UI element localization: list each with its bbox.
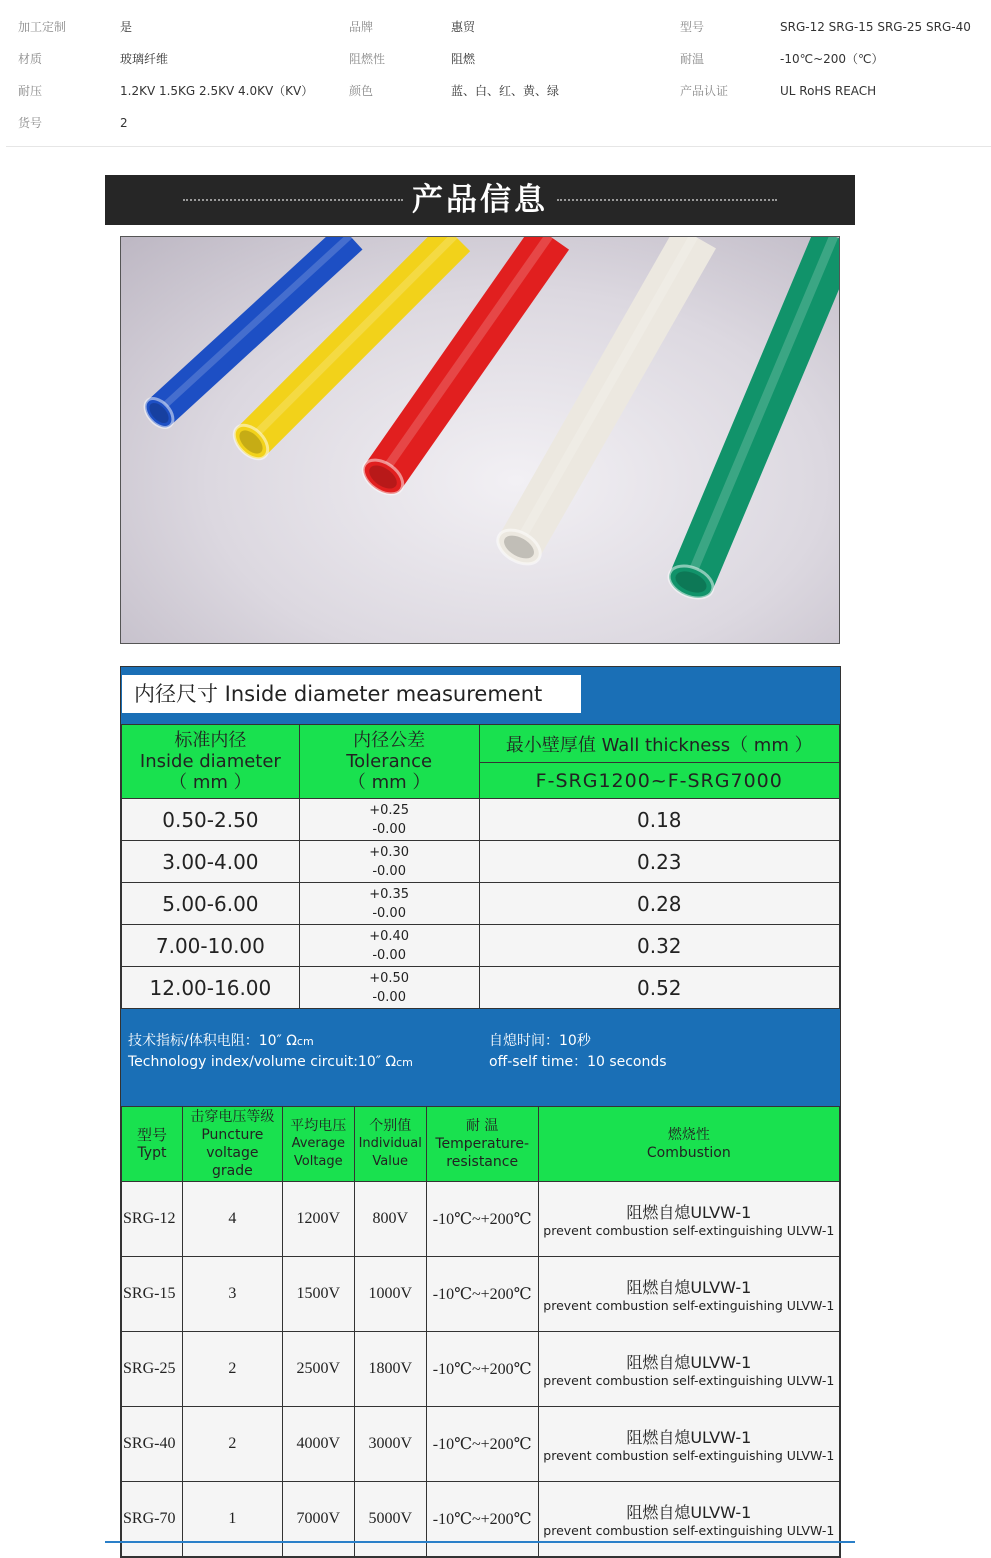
header-range: F-SRG1200~F-SRG7000 [479,763,839,799]
attribute-value: 玻璃纤维 [120,52,169,66]
combustion-en: prevent combustion self-extinguishing ULVW-1 [543,1223,835,1238]
table-header-row [122,1107,840,1182]
tolerance-cell [299,883,479,925]
attribute-row [0,17,991,49]
temperature-cell: -10℃~+200℃ [426,1182,538,1257]
attribute-value: 惠贸 [451,20,476,34]
header-text: Voltage [293,1154,343,1169]
tol-minus: -0.00 [372,821,406,837]
tech-text: 技术指标/体积电阻：10″ Ω [128,1033,297,1049]
header-text: Typt [137,1145,167,1161]
combustion-en: prevent combustion self-extinguishing ULVW-1 [543,1298,835,1313]
tol-plus: +0.50 [369,970,410,986]
combustion-cell [538,1407,839,1482]
combustion-cn: 阻燃自熄ULVW-1 [626,1428,752,1447]
tol-minus: -0.00 [372,989,406,1005]
combustion-cn: 阻燃自熄ULVW-1 [626,1203,752,1222]
header-model [122,1107,183,1182]
individual-value-cell: 3000V [354,1407,426,1482]
diameter-cell: 0.50-2.50 [122,799,300,841]
wall-cell: 0.28 [479,883,839,925]
tube-highlight [685,237,838,583]
temperature-cell: -10℃~+200℃ [426,1482,538,1557]
combustion-en: prevent combustion self-extinguishing ULVW-1 [543,1523,835,1538]
self-extinguish-cn: 自熄时间：10秒 [489,1033,591,1049]
section-title: 产品信息 [412,182,548,218]
model-spec-grid [121,1106,840,1557]
average-voltage-cell: 7000V [282,1482,354,1557]
header-text: Combustion [646,1145,731,1161]
attribute-value: 蓝、白、红、黄、绿 [451,84,560,98]
average-voltage-cell: 1500V [282,1257,354,1332]
tech-unit: cm [396,1056,413,1069]
model-cell: SRG-70 [122,1482,183,1557]
header-temperature [426,1107,538,1182]
bottom-divider [105,1541,855,1543]
attribute-label: 产品认证 [680,84,729,98]
header-inside-diameter [122,725,300,799]
header-text: voltage grade [206,1145,259,1179]
diameter-grid [121,724,840,1009]
header-text: 个别值 [369,1118,412,1134]
combustion-cn: 阻燃自熄ULVW-1 [626,1503,752,1522]
model-cell: SRG-25 [122,1332,183,1407]
individual-value-cell: 5000V [354,1482,426,1557]
diameter-cell: 3.00-4.00 [122,841,300,883]
table-title: 内径尺寸 Inside diameter measurement [122,675,581,713]
tolerance-cell [299,799,479,841]
temperature-cell: -10℃~+200℃ [426,1257,538,1332]
table-row [122,925,840,967]
attribute-value: -10℃~200（℃） [780,52,884,66]
header-wall-thickness: 最小壁厚值 Wall thickness（ mm ） [479,725,839,763]
self-extinguish-en: off-self time：10 seconds [489,1054,667,1070]
grade-cell: 1 [182,1482,282,1557]
tol-minus: -0.00 [372,905,406,921]
temperature-cell: -10℃~+200℃ [426,1332,538,1407]
tol-minus: -0.00 [372,863,406,879]
tol-plus: +0.30 [369,844,410,860]
attribute-label: 颜色 [349,84,374,98]
sleeve-tubes-image [121,237,839,643]
header-text: 标准内径 [174,730,247,751]
combustion-cn: 阻燃自熄ULVW-1 [626,1278,752,1297]
tech-unit: cm [296,1035,314,1048]
header-text: 平均电压 [290,1118,347,1134]
tech-text: Technology index/volume circuit:10″ Ω [128,1054,397,1070]
section-banner [105,175,855,225]
header-text: Value [372,1154,409,1169]
attribute-value: 1.2KV 1.5KG 2.5KV 4.0KV（KV） [120,84,314,98]
attribute-label: 耐温 [680,52,705,66]
attribute-label: 耐压 [18,84,43,98]
attribute-value: SRG-12 SRG-15 SRG-25 SRG-40 [780,20,971,34]
combustion-cell [538,1182,839,1257]
table-header-bar [121,667,840,724]
wall-cell: 0.52 [479,967,839,1009]
header-text: Individual [358,1136,422,1151]
table-row [122,883,840,925]
header-text: （ mm ） [169,772,252,793]
tech-index-cn [128,1031,314,1052]
header-text: Temperature- [435,1136,530,1152]
header-text: 燃烧性 [667,1127,710,1143]
average-voltage-cell: 4000V [282,1407,354,1482]
diameter-cell: 7.00-10.00 [122,925,300,967]
header-text: 型号 [136,1126,167,1144]
tol-minus: -0.00 [372,947,406,963]
table-row [122,1482,840,1557]
combustion-en: prevent combustion self-extinguishing ULVW-1 [543,1373,835,1388]
table-row [122,1332,840,1407]
combustion-cell [538,1482,839,1557]
tech-index-band [121,1009,840,1106]
product-attributes [0,0,991,148]
header-text: 内径公差 [353,730,426,751]
attribute-label: 型号 [680,20,705,34]
header-text: Inside diameter [139,751,281,772]
divider [6,146,991,147]
header-text: 击穿电压等级 [190,1109,275,1125]
tolerance-cell [299,967,479,1009]
average-voltage-cell: 2500V [282,1332,354,1407]
tol-plus: +0.25 [369,802,410,818]
model-cell: SRG-15 [122,1257,183,1332]
attribute-row [0,81,991,113]
header-text: （ mm ） [347,772,431,793]
header-individual [354,1107,426,1182]
combustion-cell [538,1257,839,1332]
header-puncture [182,1107,282,1182]
attribute-value: 是 [120,20,133,34]
header-text: Puncture [201,1127,264,1143]
tech-index-en [128,1052,413,1073]
individual-value-cell: 1000V [354,1257,426,1332]
header-text: resistance [446,1154,519,1170]
table-row [122,1257,840,1332]
attribute-row [0,49,991,81]
average-voltage-cell: 1200V [282,1182,354,1257]
table-row [122,1182,840,1257]
diameter-cell: 12.00-16.00 [122,967,300,1009]
combustion-cell [538,1332,839,1407]
attribute-label: 货号 [18,116,43,130]
attribute-row [0,113,991,145]
grade-cell: 2 [182,1407,282,1482]
attribute-label: 品牌 [349,20,374,34]
header-average [282,1107,354,1182]
header-combustion [538,1107,839,1182]
attribute-label: 阻燃性 [349,52,386,66]
wall-cell: 0.18 [479,799,839,841]
tolerance-cell [299,925,479,967]
sleeve-tube [148,237,363,426]
model-cell: SRG-40 [122,1407,183,1482]
diameter-cell: 5.00-6.00 [122,883,300,925]
attribute-value: 阻燃 [451,52,476,66]
individual-value-cell: 800V [354,1182,426,1257]
attribute-value: UL RoHS REACH [780,84,877,98]
tol-plus: +0.35 [369,886,410,902]
grade-cell: 2 [182,1332,282,1407]
table-row [122,1407,840,1482]
header-text: Tolerance [346,751,433,772]
grade-cell: 4 [182,1182,282,1257]
product-photo [120,236,840,644]
temperature-cell: -10℃~+200℃ [426,1407,538,1482]
combustion-en: prevent combustion self-extinguishing ULVW-1 [543,1448,835,1463]
tol-plus: +0.40 [369,928,410,944]
grade-cell: 3 [182,1257,282,1332]
attribute-label: 加工定制 [18,20,67,34]
table-row [122,967,840,1009]
wall-cell: 0.32 [479,925,839,967]
tolerance-cell [299,841,479,883]
attribute-value: 2 [120,116,128,130]
header-text: Average [291,1136,345,1151]
wall-cell: 0.23 [479,841,839,883]
model-cell: SRG-12 [122,1182,183,1257]
individual-value-cell: 1800V [354,1332,426,1407]
combustion-cn: 阻燃自熄ULVW-1 [626,1353,752,1372]
table-row [122,841,840,883]
table-row [122,799,840,841]
attribute-label: 材质 [18,52,43,66]
inside-diameter-table [120,666,841,1558]
header-tolerance [299,725,479,799]
header-text: 耐 温 [465,1118,499,1134]
